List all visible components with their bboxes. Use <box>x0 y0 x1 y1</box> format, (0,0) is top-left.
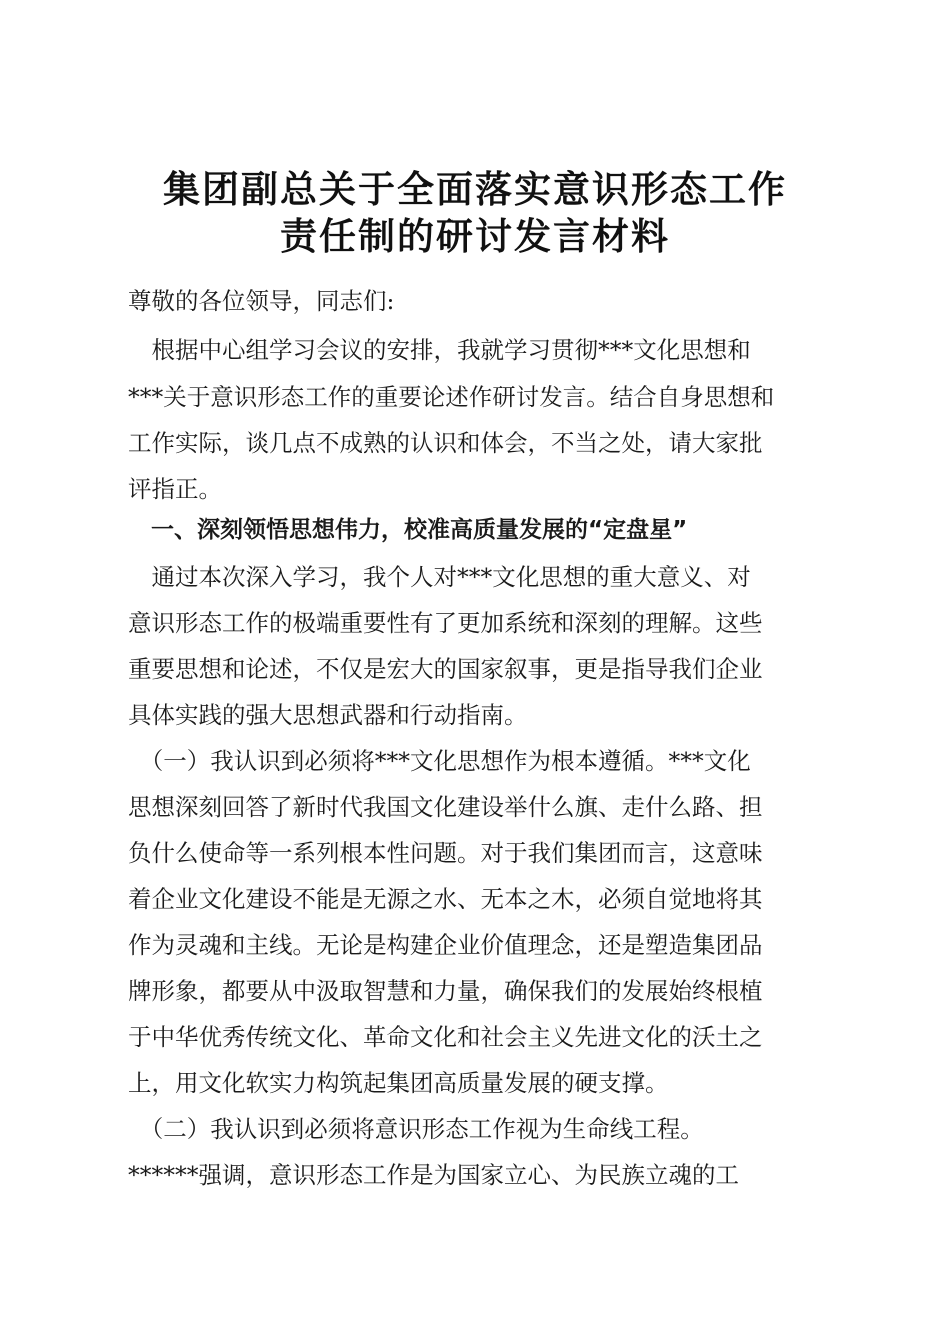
paragraph-line: 具体实践的强大思想武器和行动指南。 <box>128 701 528 729</box>
paragraph-line: 通过本次深入学习，我个人对***文化思想的重大意义、对 <box>128 563 751 591</box>
section-heading: 一、深刻领悟思想伟力，校准高质量发展的“定盘星” <box>128 517 688 543</box>
document-title-line-1: 集团副总关于全面落实意识形态工作 <box>163 168 787 211</box>
document-title-line-2: 责任制的研讨发言材料 <box>280 215 670 258</box>
paragraph-line: 着企业文化建设不能是无源之水、无本之木，必须自觉地将其 <box>128 885 763 913</box>
paragraph-line: （一）我认识到必须将***文化思想作为根本遵循。***文化 <box>128 747 751 775</box>
paragraph-line: 思想深刻回答了新时代我国文化建设举什么旗、走什么路、担 <box>128 793 763 821</box>
salutation: 尊敬的各位领导，同志们: <box>128 287 395 315</box>
paragraph-line: 牌形象，都要从中汲取智慧和力量，确保我们的发展始终根植 <box>128 977 763 1005</box>
paragraph-line: ******强调，意识形态工作是为国家立心、为民族立魂的工 <box>128 1161 739 1189</box>
paragraph-line: 根据中心组学习会议的安排，我就学习贯彻***文化思想和 <box>128 336 751 364</box>
paragraph-line: （二）我认识到必须将意识形态工作视为生命线工程。 <box>128 1115 704 1143</box>
paragraph-line: 评指正。 <box>128 475 222 503</box>
paragraph-line: 负什么使命等一系列根本性问题。对于我们集团而言，这意味 <box>128 839 763 867</box>
paragraph-line: 重要思想和论述，不仅是宏大的国家叙事，更是指导我们企业 <box>128 655 763 683</box>
paragraph-line: 意识形态工作的极端重要性有了更加系统和深刻的理解。这些 <box>128 609 763 637</box>
paragraph-line: 工作实际，谈几点不成熟的认识和体会，不当之处，请大家批 <box>128 429 763 457</box>
paragraph-line: 作为灵魂和主线。无论是构建企业价值理念，还是塑造集团品 <box>128 931 763 959</box>
paragraph-line: 上，用文化软实力构筑起集团高质量发展的硬支撑。 <box>128 1069 669 1097</box>
paragraph-line: 于中华优秀传统文化、革命文化和社会主义先进文化的沃土之 <box>128 1023 763 1051</box>
paragraph-line: ***关于意识形态工作的重要论述作研讨发言。结合自身思想和 <box>128 383 775 411</box>
